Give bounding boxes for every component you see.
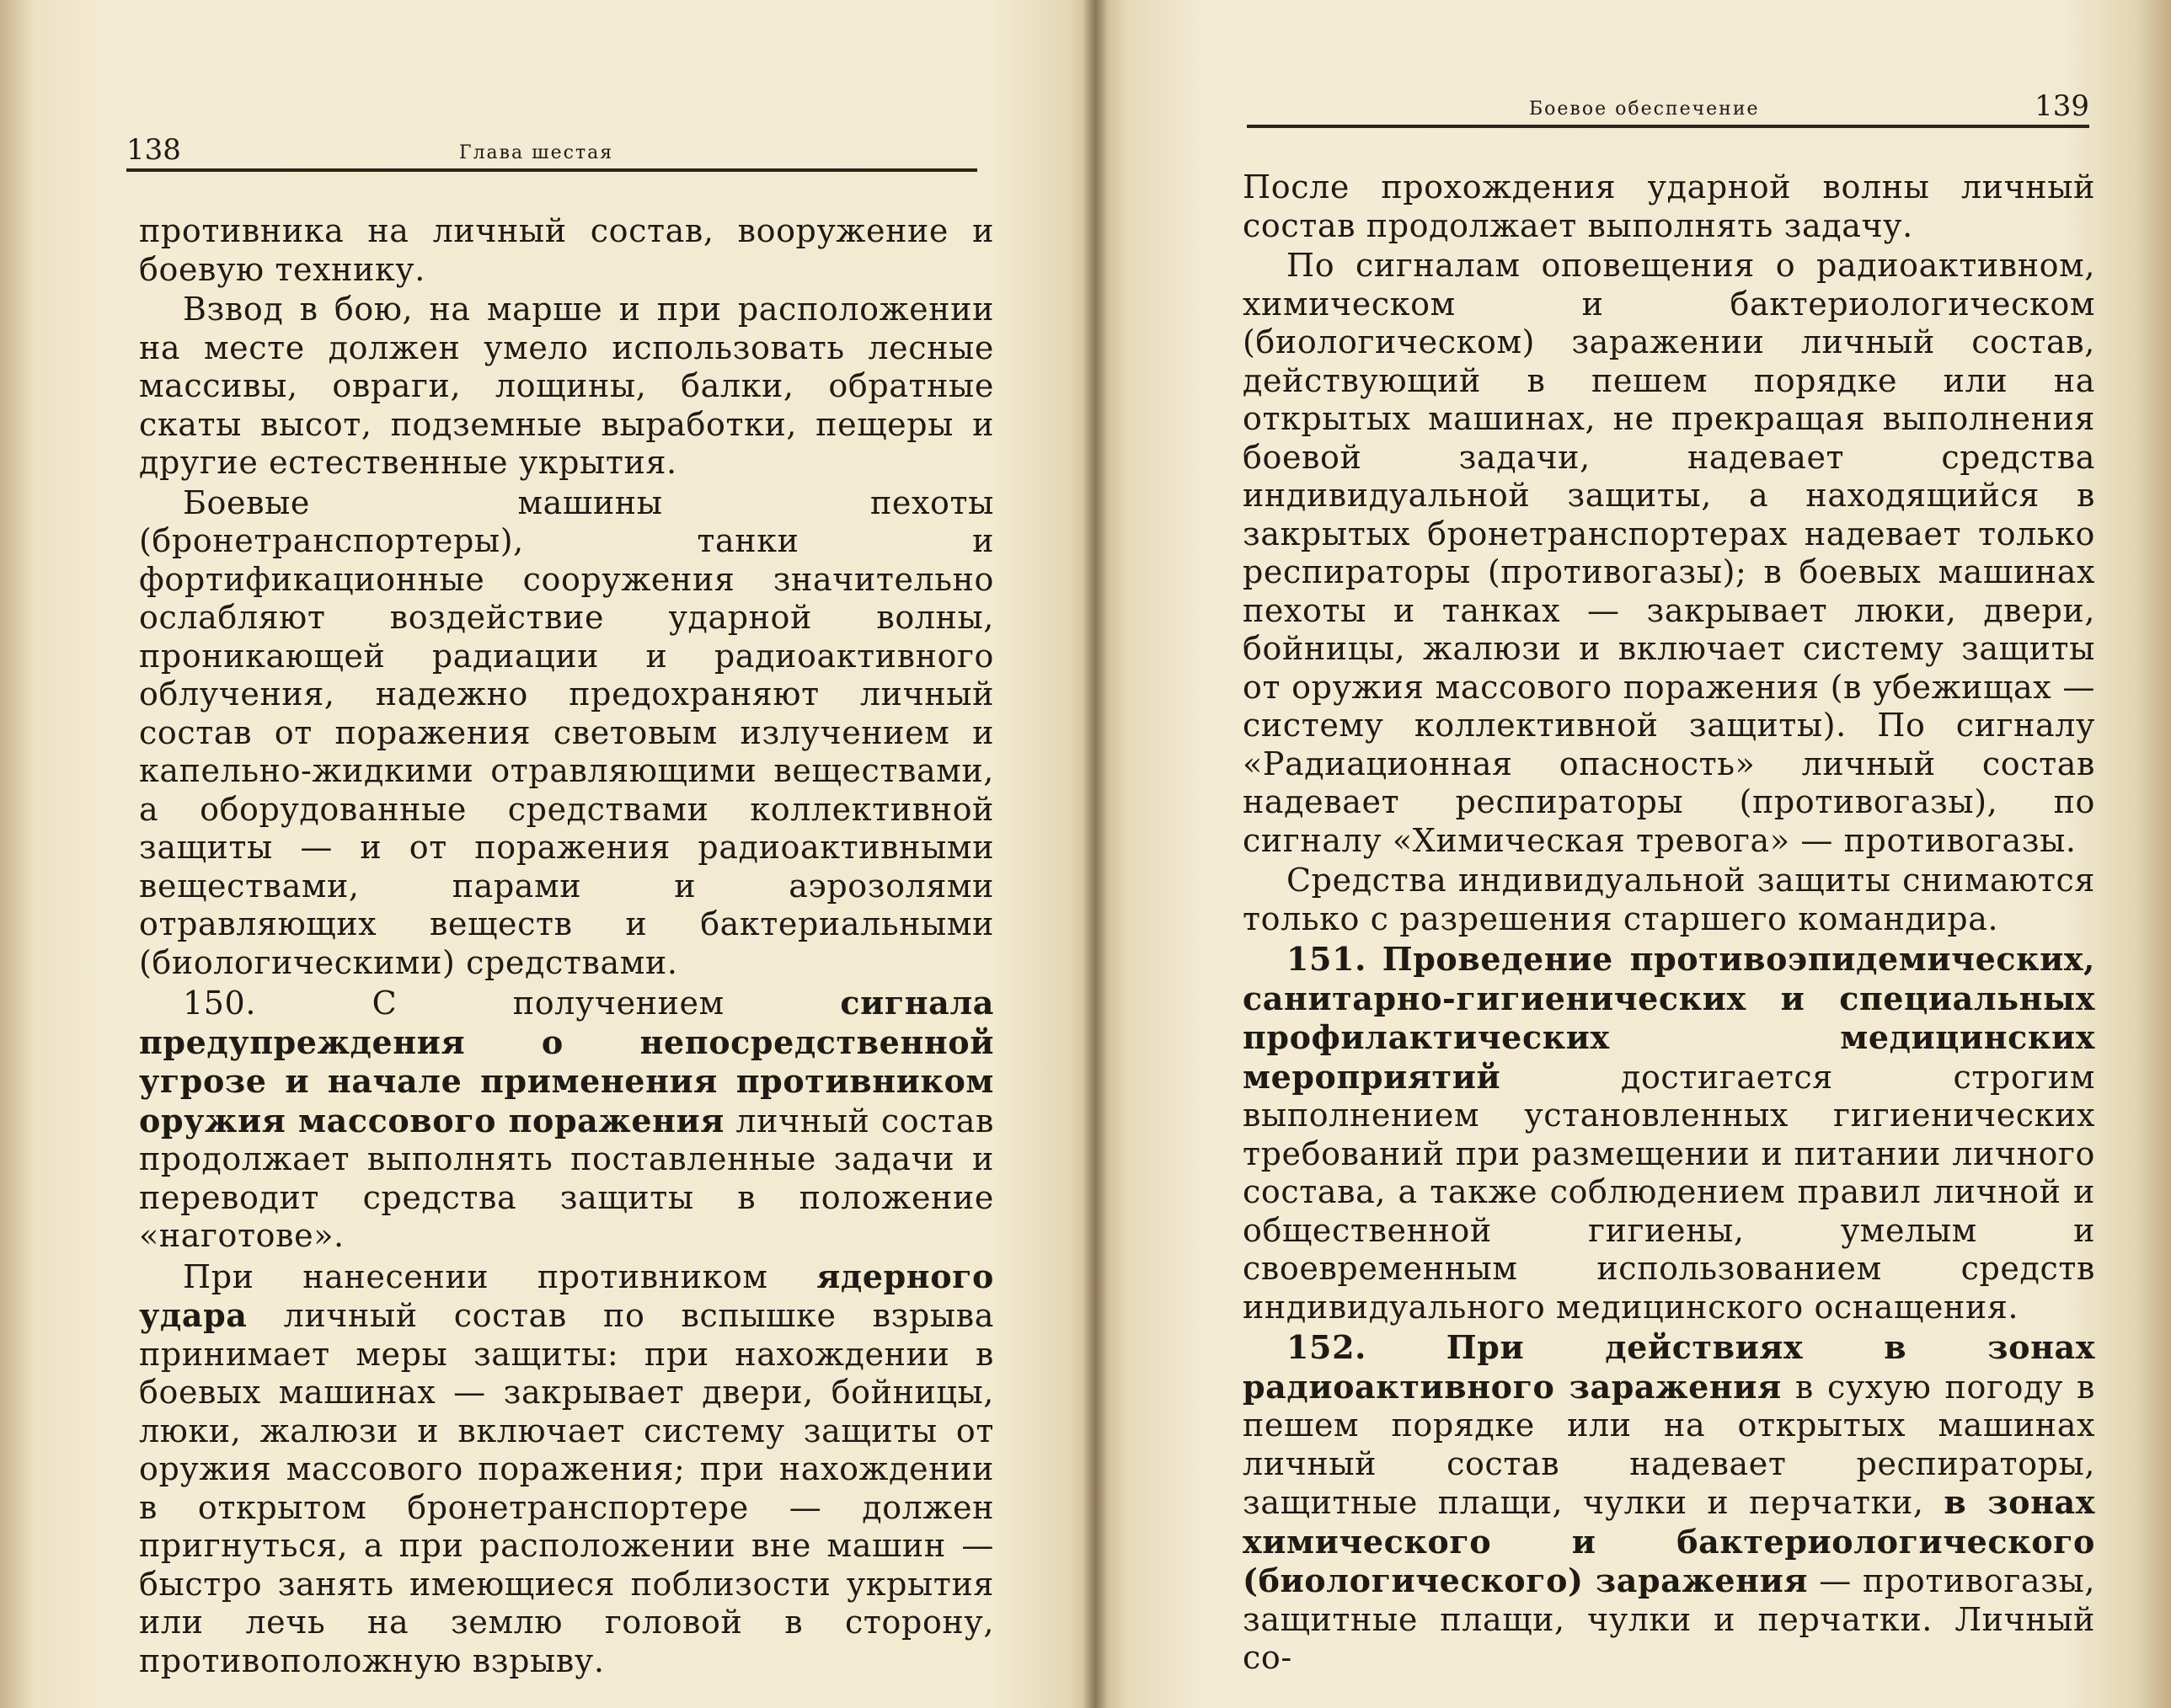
paragraph-text: в сухую погоду в пешем порядке или на открытых машинах личный состав надевает респираторы, защитные плащи, чулки и перчатки, — [1243, 1368, 2095, 1521]
right-page-body — [1243, 168, 2095, 1679]
paragraph — [1243, 168, 2095, 245]
right-running-head: Боевое обеспечение — [1529, 99, 1760, 120]
paragraph-text: Средства индивидуальной защиты снимаются только с разрешения старшего командира. — [1243, 862, 2095, 937]
paragraph — [139, 212, 994, 289]
article-number: 152. — [1286, 1328, 1366, 1366]
paragraph — [139, 291, 994, 483]
left-page-header — [126, 135, 977, 172]
left-page-number: 138 — [126, 133, 181, 167]
paragraph-text: личный состав продолжает выполнять поставленные задачи и переводит средства защиты в положение «наготове». — [139, 1102, 994, 1254]
left-running-head: Глава шестая — [459, 142, 614, 163]
paragraph — [139, 484, 994, 983]
book-gutter — [1083, 0, 1108, 1708]
paragraph — [1243, 862, 2095, 938]
article-151 — [1243, 940, 2095, 1326]
article-subheading: в зонах химического и бактериологического (биологического) заражения — [1243, 1483, 2095, 1599]
article-heading: сигнала предупреждения о непосредственной угрозе и начале применения противником оружия массового поражения — [139, 984, 995, 1140]
article-heading: Проведение противоэпидемических, санитарно-гигиенических и специальных профилактических медицинских мероприятий — [1243, 940, 2095, 1096]
paragraph — [1243, 247, 2095, 860]
paragraph-text-continued: — противогазы, защитные плащи, чулки и перчатки. Личный со- — [1243, 1562, 2095, 1676]
paragraph-text: Взвод в бою, на марше и при расположении на месте должен умело использовать лесные массивы, овраги, лощины, балки, обратные скаты высот, подземные выработки, пещеры и другие естественные укрытия. — [139, 291, 994, 481]
right-page — [1095, 0, 2171, 1708]
paragraph-text: личный состав по вспышке взрыва принимает меры защиты: при нахождении в боевых машинах — закрывает двери, бойницы, люки, жалюзи и включает систему защиты от оружия массового поражения; при нахождении в открытом бронетранспортере — должен пригнуться, а при расположении вне машин — быстро занять имеющиеся поблизости укрытия или лечь на землю головой в сторону, противоположную взрыву. — [139, 1297, 994, 1679]
paragraph-text: После прохождения ударной волны личный состав продолжает выполнять задачу. — [1243, 168, 2095, 244]
article-number: 151. — [1286, 940, 1366, 978]
right-page-header — [1247, 91, 2089, 128]
paragraph-lead: При нанесении противником — [183, 1257, 768, 1295]
article-number: 150. — [183, 985, 257, 1022]
right-page-number: 139 — [2035, 89, 2089, 123]
paragraph-text: По сигналам оповещения о радиоактивном, химическом и бактериологическом (биологическом) заражении личный состав, действующий в пешем порядке или на открытых машинах, не прекращая выполнения боевой задачи, надевает средства индивидуальной защиты, а находящийся в закрытых бронетранспортерах надевает только респираторы (противогазы); в боевых машинах пехоты и танках — закрывает люки, двери, бойницы, жалюзи и включает систему защиты от оружия массового поражения (в убежищах — систему коллективной защиты). По сигналу «Радиационная опасность» личный состав надевает респираторы (противогазы), по сигналу «Химическая тревога» — противогазы. — [1243, 247, 2095, 859]
paragraph-heading: ядерного удара — [139, 1257, 994, 1334]
article-152 — [1243, 1328, 2095, 1678]
article-150 — [139, 984, 994, 1256]
paragraph-text: противника на личный состав, вооружение и боевую технику. — [139, 212, 994, 288]
paragraph-text: достигается строгим выполнением установленных гигиенических требований при размещении и питании личного состава, а также соблюдением правил личной и общественной гигиены, умелым и своевременным использованием средств индивидуального медицинского оснащения. — [1243, 1058, 2095, 1326]
article-lead: С получением — [372, 985, 725, 1022]
paragraph-text: Боевые машины пехоты (бронетранспортеры), танки и фортификационные сооружения значительно ослабляют воздействие ударной волны, проникающей радиации и радиоактивного облучения, надежно предохраняют личный состав от поражения световым излучением и капельно-жидкими отравляющими веществами, а оборудованные средствами коллективной защиты — и от поражения радиоактивными веществами, парами и аэрозолями отравляющих веществ и бактериальными (биологическими) средствами. — [139, 483, 994, 981]
left-page-body — [139, 212, 994, 1682]
paragraph — [139, 1257, 994, 1681]
article-heading: При действиях в зонах радиоактивного заражения — [1243, 1328, 2095, 1406]
